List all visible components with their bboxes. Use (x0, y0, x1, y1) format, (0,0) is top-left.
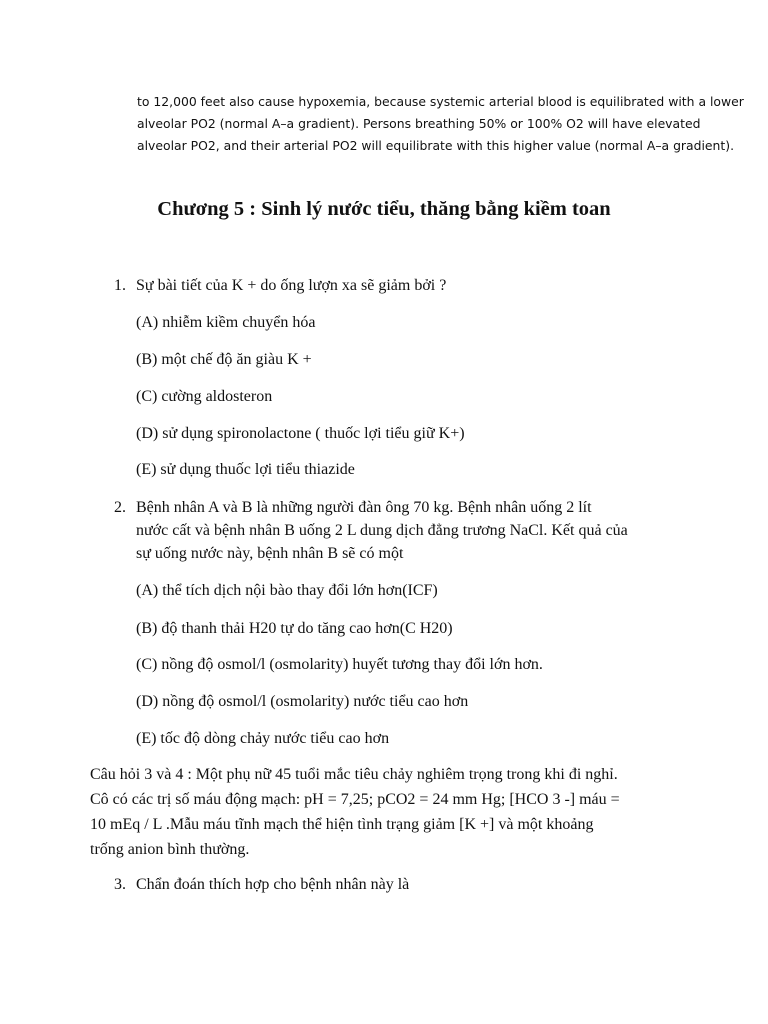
intro-line: alveolar PO2, and their arterial PO2 will equilibrate with this higher value (normal A–a gradient). (137, 138, 735, 153)
question-stem-line: sự uống nước này, bệnh nhân B sẽ có một (136, 545, 404, 562)
question-stem: Sự bài tiết của K + do ống lượn xa sẽ giảm bởi ? (136, 277, 447, 294)
case-line: trống anion bình thường. (90, 841, 250, 858)
intro-line: to 12,000 feet also cause hypoxemia, because systemic arterial blood is equilibrated with a lower (137, 94, 744, 109)
question-stem-line: nước cất và bệnh nhân B uống 2 L dung dịch đẳng trương NaCl. Kết quả của (136, 522, 628, 539)
case-line: Cô có các trị số máu động mạch: pH = 7,25; pCO2 = 24 mm Hg; [HCO 3 -] máu = (90, 791, 620, 808)
answer-option-a: (A) nhiễm kiềm chuyển hóa (136, 314, 316, 331)
question-stem: Chẩn đoán thích hợp cho bệnh nhân này là (136, 876, 410, 893)
answer-option-e: (E) tốc độ dòng chảy nước tiểu cao hơn (136, 730, 390, 747)
answer-option-a: (A) thể tích dịch nội bào thay đổi lớn hơn(ICF) (136, 582, 438, 599)
answer-option-b: (B) độ thanh thải H20 tự do tăng cao hơn(C H20) (136, 620, 453, 637)
answer-option-e: (E) sử dụng thuốc lợi tiểu thiazide (136, 461, 355, 478)
answer-option-c: (C) nồng độ osmol/l (osmolarity) huyết tương thay đổi lớn hơn. (136, 656, 543, 673)
answer-option-c: (C) cường aldosteron (136, 388, 273, 405)
answer-option-d: (D) nồng độ osmol/l (osmolarity) nước tiểu cao hơn (136, 693, 469, 710)
question-number: 1. (114, 277, 126, 294)
question-stem-line: Bệnh nhân A và B là những người đàn ông 70 kg. Bệnh nhân uống 2 lít (136, 499, 592, 516)
answer-option-b: (B) một chế độ ăn giàu K + (136, 351, 312, 368)
answer-option-d: (D) sử dụng spironolactone ( thuốc lợi tiểu giữ K+) (136, 425, 465, 442)
case-line: 10 mEq / L .Mẫu máu tĩnh mạch thể hiện tình trạng giảm [K +] và một khoảng (90, 816, 594, 833)
intro-line: alveolar PO2 (normal A–a gradient). Persons breathing 50% or 100% O2 will have elevated (137, 116, 701, 131)
chapter-title: Chương 5 : Sinh lý nước tiểu, thăng bằng kiềm toan (157, 198, 611, 220)
question-number: 3. (114, 876, 126, 893)
question-number: 2. (114, 499, 126, 516)
case-line: Câu hỏi 3 và 4 : Một phụ nữ 45 tuổi mắc tiêu chảy nghiêm trọng trong khi đi nghỉ. (90, 766, 618, 783)
